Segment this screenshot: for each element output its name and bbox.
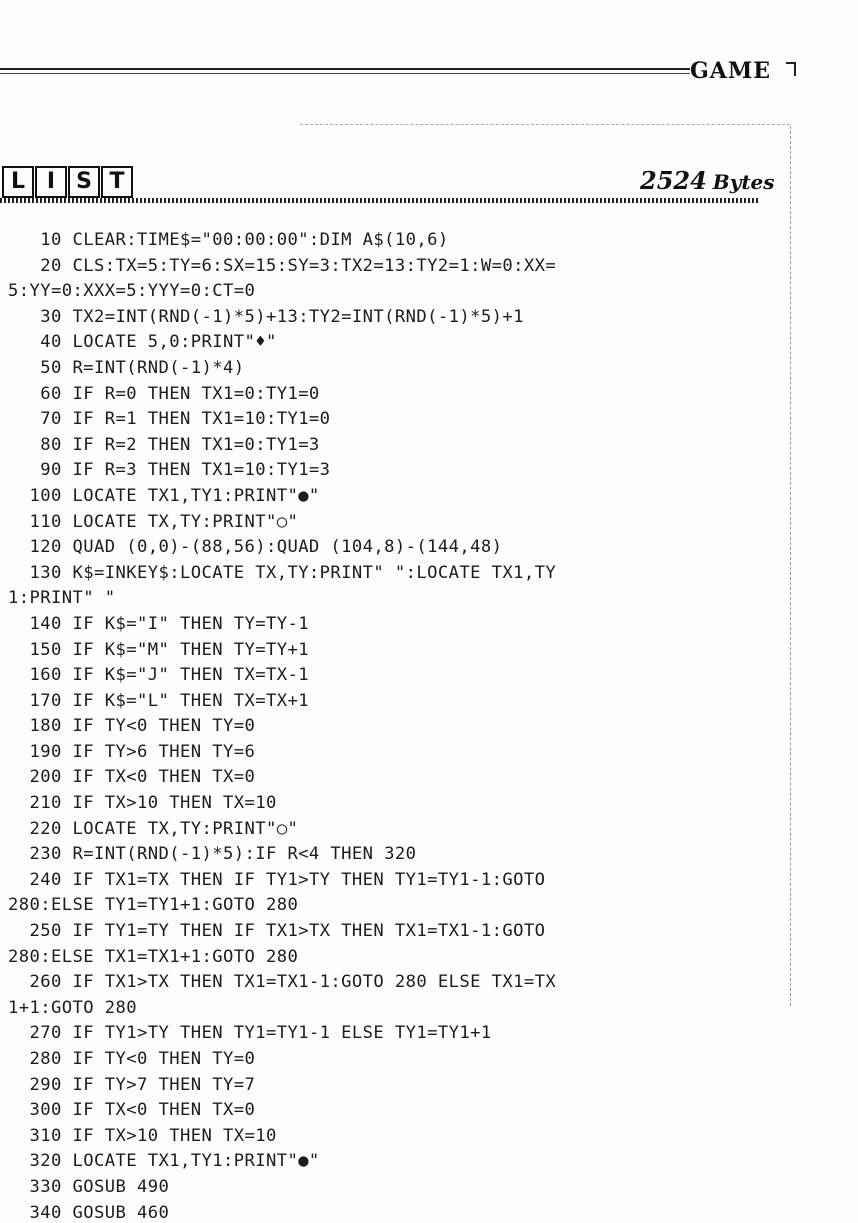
code-line: 190 IF TY>6 THEN TY=6 — [8, 741, 256, 762]
code-line: 70 IF R=1 THEN TX1=10:TY1=0 — [8, 409, 331, 430]
code-line: 150 IF K$="M" THEN TY=TY+1 — [8, 639, 309, 660]
code-line: 180 IF TY<0 THEN TY=0 — [8, 716, 256, 737]
code-line: 170 IF K$="L" THEN TX=TX+1 — [8, 690, 309, 711]
header-rule-secondary — [0, 73, 690, 74]
code-line: 280 IF TY<0 THEN TY=0 — [8, 1049, 256, 1069]
byte-count-unit: Bytes — [712, 170, 775, 194]
list-logo-letter-i: I — [35, 166, 67, 198]
code-line: 340 GOSUB 460 — [8, 1202, 170, 1223]
list-logo — [2, 166, 133, 198]
basic-code-listing — [8, 228, 788, 1223]
code-line: 280:ELSE TX1=TX1+1:GOTO 280 — [8, 946, 299, 967]
code-line: 5:YY=0:XXX=5:YYY=0:CT=0 — [8, 281, 256, 302]
code-line: 320 LOCATE TX1,TY1:PRINT"●" — [8, 1151, 320, 1172]
code-line: 250 IF TY1=TY THEN IF TX1>TX THEN TX1=TX1-1:GOTO — [8, 921, 546, 942]
listing-box-top-border — [300, 124, 790, 125]
header-rule — [0, 68, 690, 70]
listing-box-right-border — [790, 126, 791, 1006]
code-line: 30 TX2=INT(RND(-1)*5)+13:TY2=INT(RND(-1)*5)+1 — [8, 306, 524, 327]
code-line: 330 GOSUB 490 — [8, 1176, 170, 1197]
list-logo-letter-s: S — [68, 166, 100, 198]
code-line: 210 IF TX>10 THEN TX=10 — [8, 793, 277, 814]
section-tag: GAME — [690, 58, 771, 84]
code-line: 120 QUAD (0,0)-(88,56):QUAD (104,8)-(144,48) — [8, 537, 503, 558]
code-line: 230 R=INT(RND(-1)*5):IF R<4 THEN 320 — [8, 844, 417, 865]
code-line: 200 IF TX<0 THEN TX=0 — [8, 767, 256, 788]
section-tag-corner — [786, 62, 796, 76]
code-line: 310 IF TX>10 THEN TX=10 — [8, 1125, 277, 1146]
code-line: 80 IF R=2 THEN TX1=0:TY1=3 — [8, 434, 320, 455]
code-line: 260 IF TX1>TX THEN TX1=TX1-1:GOTO 280 ELSE TX1=TX — [8, 972, 557, 993]
code-line: 100 LOCATE TX1,TY1:PRINT"●" — [8, 485, 320, 506]
code-line: 280:ELSE TY1=TY1+1:GOTO 280 — [8, 895, 299, 916]
byte-count-value: 2524 — [640, 166, 707, 195]
code-line: 160 IF K$="J" THEN TX=TX-1 — [8, 665, 309, 686]
code-line: 50 R=INT(RND(-1)*4) — [8, 357, 245, 378]
code-line: 110 LOCATE TX,TY:PRINT"○" — [8, 511, 299, 532]
code-line: 60 IF R=0 THEN TX1=0:TY1=0 — [8, 383, 320, 404]
list-logo-letter-l: L — [2, 166, 34, 198]
listing-dotted-rule — [0, 198, 760, 203]
list-logo-letter-t: T — [101, 166, 133, 198]
code-line: 10 CLEAR:TIME$="00:00:00":DIM A$(10,6) — [8, 230, 449, 250]
code-line: 90 IF R=3 THEN TX1=10:TY1=3 — [8, 460, 331, 481]
code-line: 300 IF TX<0 THEN TX=0 — [8, 1100, 256, 1121]
code-line: 290 IF TY>7 THEN TY=7 — [8, 1074, 256, 1095]
code-line: 40 LOCATE 5,0:PRINT"♦" — [8, 332, 277, 353]
code-line: 220 LOCATE TX,TY:PRINT"○" — [8, 818, 299, 839]
code-line: 140 IF K$="I" THEN TY=TY-1 — [8, 613, 309, 634]
code-line: 130 K$=INKEY$:LOCATE TX,TY:PRINT" ":LOCATE TX1,TY — [8, 562, 557, 583]
code-line: 240 IF TX1=TX THEN IF TY1>TY THEN TY1=TY1-1:GOTO — [8, 869, 546, 890]
code-line: 270 IF TY1>TY THEN TY1=TY1-1 ELSE TY1=TY1+1 — [8, 1023, 492, 1044]
code-line: 1:PRINT" " — [8, 588, 116, 609]
code-line: 20 CLS:TX=5:TY=6:SX=15:SY=3:TX2=13:TY2=1:W=0:XX= — [8, 255, 557, 276]
byte-count — [640, 166, 775, 195]
code-line: 1+1:GOTO 280 — [8, 997, 137, 1018]
